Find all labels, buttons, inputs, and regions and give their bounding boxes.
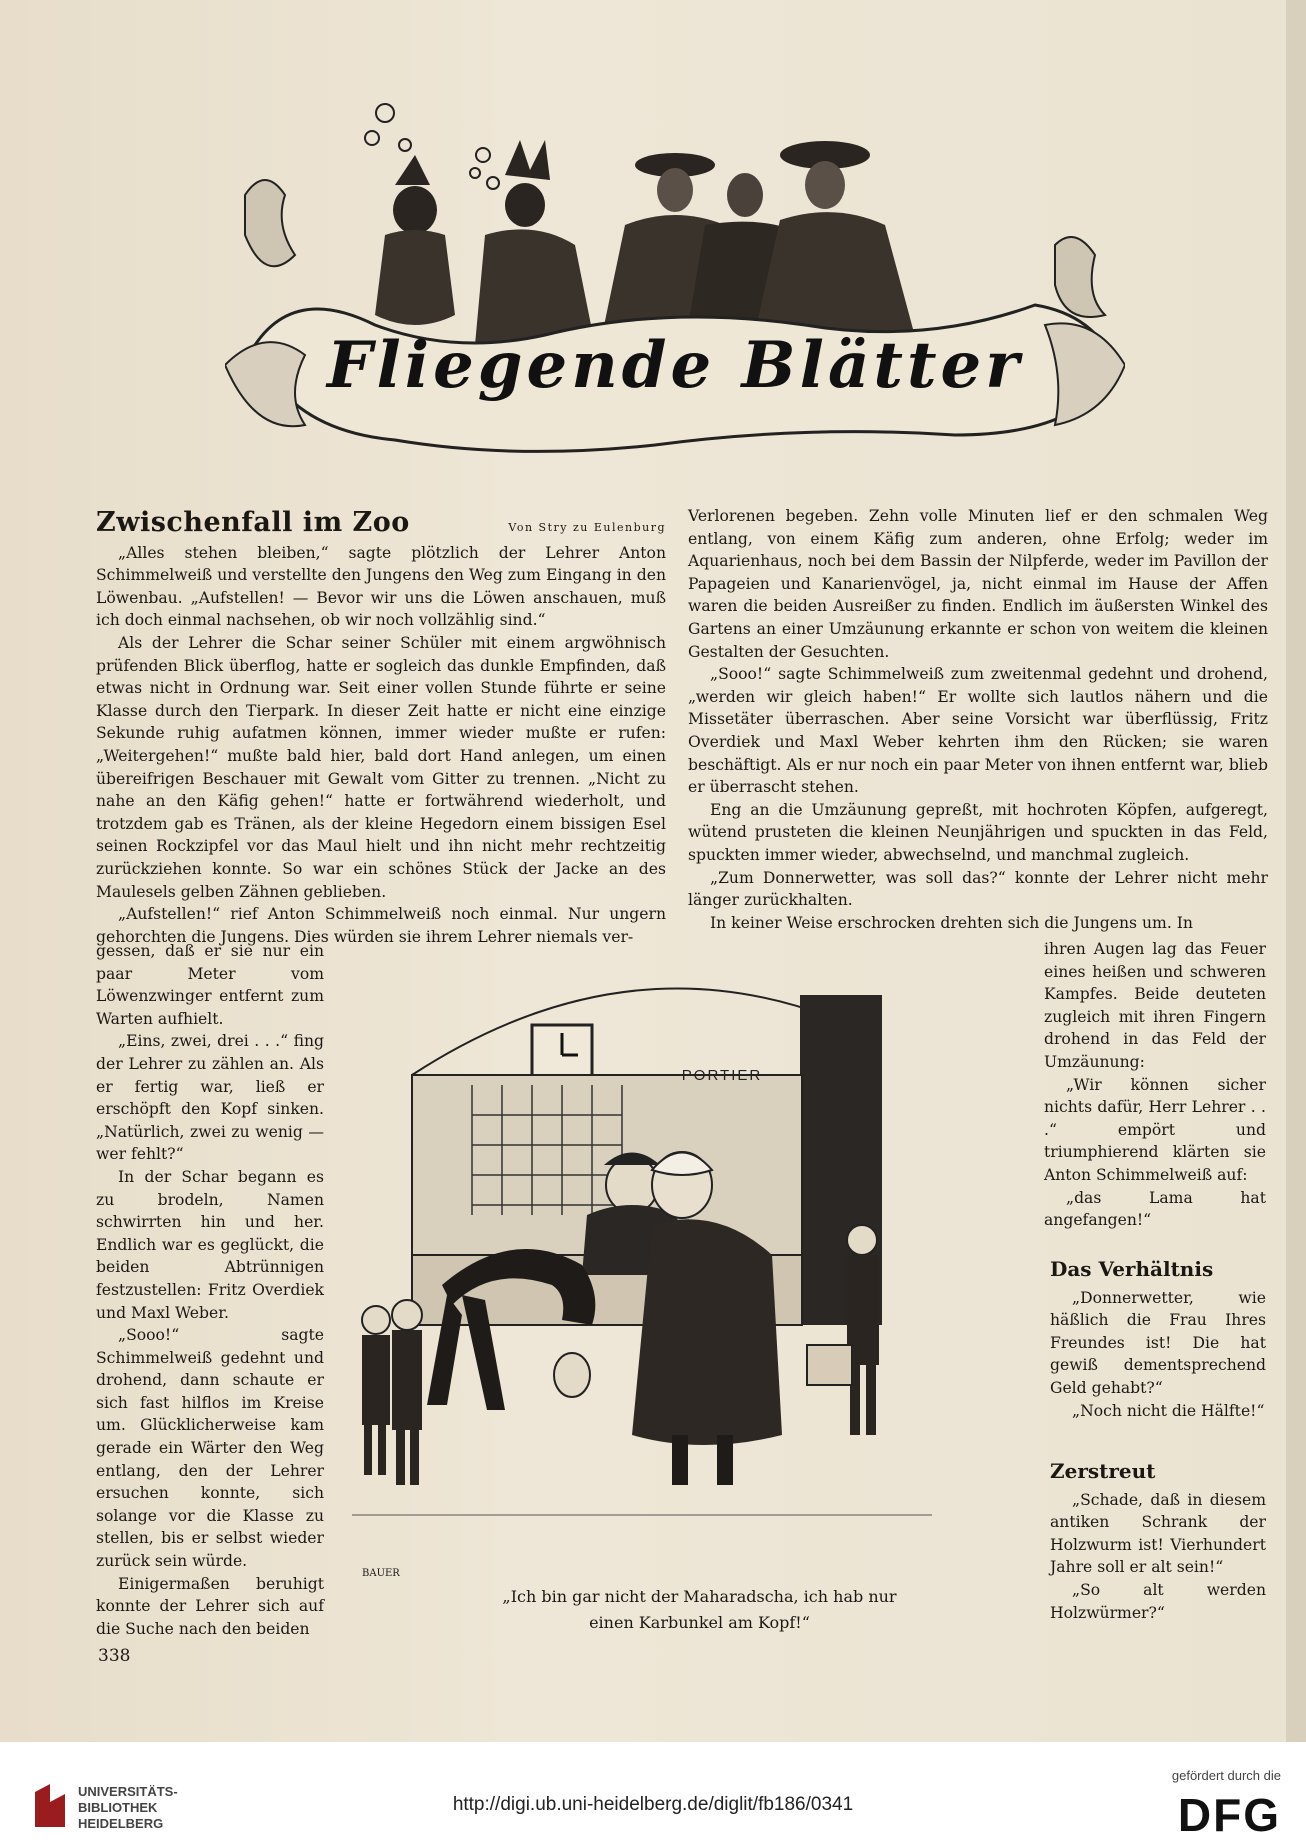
paragraph: „Zum Donnerwetter, was soll das?“ konnte der Lehrer nicht mehr länger zurückhalten.: [688, 868, 1268, 910]
page-number: 338: [98, 1646, 131, 1666]
paragraph: Einigermaßen beruhigt konnte der Lehrer sich auf die Suche nach den beiden: [96, 1574, 324, 1638]
paragraph: „Wir können sicher nichts dafür, Herr Lehrer . . .“ empört und triumphierend klärten sie Anton Schimmelweiß auf:: [1044, 1075, 1266, 1184]
paragraph: „Donnerwetter, wie häßlich die Frau Ihres Freundes ist! Die hat gewiß dementsprechend Geld gehabt?“: [1050, 1288, 1266, 1397]
paragraph: „Sooo!“ sagte Schimmelweiß zum zweitenmal gedehnt und drohend, „werden wir gleich haben!“ Er wollte sich lautlos nähern und die Missetäter überraschen. Aber seine Vorsicht war überflüssig, Fritz Overdiek und Maxl Weber kehrten ihm den Rücken; sie waren beschäftigt. Als er nur noch ein paar Meter von ihnen entfernt war, blieb er überrascht stehen.: [688, 665, 1268, 797]
caption-line: „Ich bin gar nicht der Maharadscha, ich hab nur: [502, 1587, 897, 1606]
paragraph: Als der Lehrer die Schar seiner Schüler mit einem argwöhnisch prüfenden Blick überflog, hatte er sogleich das dunkle Empfinden, daß etwas nicht in Ordnung war. Seit einer vollen Stunde führte er seine Klasse durch den Tierpark. In dieser Zeit hatte er nicht eine einzige Sekunde ruhig aufatmen können, immer wieder mußte er rufen: „Weitergehen!“ mußte bald hier, bald dort Hand anlegen, um einen übereifrigen Beschauer mit Gewalt vom Gitter zu trennen. „Nicht zu nahe an den Käfig gehen!“ hatte er fortwährend wiederholt, und trotzdem gab es Tränen, als der kleine Hegedorn einem bissigen Esel seinen Rockzipfel vor das Maul hielt und ihn nicht mehr rechtzeitig zurückziehen konnte. So war ein schönes Stück der Jacke an des Maulesels gelben Zähnen geblieben.: [96, 633, 666, 901]
cartoon-caption: [462, 1584, 937, 1636]
article-column-1-narrow: [96, 940, 324, 1640]
masthead-title: Fliegende Blätter: [327, 328, 1023, 403]
viewer-footer: [0, 1742, 1306, 1846]
article-title: Zwischenfall im Zoo: [96, 507, 410, 538]
masthead-illustration: [225, 95, 1125, 455]
paragraph: „Schade, daß in diesem antiken Schrank der Holzwurm ist! Vierhundert Jahre soll er alt sein!“: [1050, 1490, 1266, 1577]
paragraph: Eng an die Umzäunung gepreßt, mit hochroten Köpfen, aufgeregt, wütend prusteten die kleinen Neunjährigen und spuckten in das Feld, spuckten immer wieder, abwechselnd, und manchmal zugleich.: [688, 800, 1268, 864]
paragraph: Verlorenen begeben. Zehn volle Minuten lief er den schmalen Weg entlang, von einem Käfig zum anderen, ohne Erfolg; weder im Aquarienhaus, noch bei dem Bassin der Nilpferde, weder im Pavillon der Papageien und Kanarienvögel, ja, nicht einmal im Hause der Affen waren die beiden Ausreißer zu finden. Endlich im äußersten Winkel des Gartens an einer Umzäunung erkannte er schon von weitem die kleinen Gestalten der Gesuchten.: [688, 507, 1268, 661]
artist-signature: BAUER: [362, 1568, 400, 1579]
cartoon-illustration: [352, 955, 932, 1575]
paragraph: In der Schar begann es zu brodeln, Namen schwirrten hin und her. Endlich war es geglückt, die beiden Abtrünnigen festzustellen: Fritz Overdiek und Maxl Weber.: [96, 1167, 324, 1322]
library-name: UNIVERSITÄTS- BIBLIOTHEK HEIDELBERG: [78, 1784, 178, 1831]
caption-line: einen Karbunkel am Kopf!“: [589, 1613, 810, 1632]
joke-das-verhaeltnis: [1050, 1258, 1266, 1422]
joke-title: Zerstreut: [1050, 1459, 1156, 1483]
permalink-url[interactable]: http://digi.ub.uni-heidelberg.de/diglit/fb186/0341: [452, 1794, 854, 1815]
paragraph: „Sooo!“ sagte Schimmelweiß gedehnt und drohend, dann schaute er sich fast hilflos im Kreise um. Glücklicherweise kam gerade ein Wärter den Weg entlang, den der Lehrer ersuchen konnte, sich solange vor die Klasse zu stellen, bis er selbst wieder zurück sein würde.: [96, 1326, 324, 1571]
article-column-1: [96, 507, 666, 948]
dfg-logo: DFG: [1177, 1789, 1281, 1841]
portier-sign: PORTIER: [681, 1067, 763, 1084]
joke-zerstreut: [1050, 1460, 1266, 1624]
article-column-2-narrow: [1044, 938, 1266, 1232]
joke-title: Das Verhältnis: [1050, 1257, 1214, 1281]
paragraph: gessen, daß er sie nur ein paar Meter vom Löwenzwinger entfernt zum Warten aufhielt.: [96, 942, 324, 1028]
article-byline: Von Stry zu Eulenburg: [508, 521, 666, 534]
article-column-2: [688, 505, 1268, 934]
funded-by-label: gefördert durch die: [1171, 1768, 1281, 1783]
paragraph: „das Lama hat angefangen!“: [1044, 1188, 1266, 1230]
paragraph: „Eins, zwei, drei . . .“ fing der Lehrer zu zählen an. Als er fertig war, ließ er erschöpft den Kopf sinken. „Natürlich, zwei zu wenig — wer fehlt?“: [96, 1032, 324, 1164]
paragraph: „Noch nicht die Hälfte!“: [1072, 1401, 1265, 1420]
paragraph: „Aufstellen!“ rief Anton Schimmelweiß noch einmal. Nur ungern gehorchten die Jungens. Dies würden sie ihrem Lehrer niemals ver-: [96, 905, 666, 946]
paragraph: ihren Augen lag das Feuer eines heißen und schweren Kampfes. Beide deuteten zugleich mit ihren Fingern drohend in das Feld der Umzäunung:: [1044, 940, 1266, 1071]
page-edge: [1286, 0, 1306, 1742]
paragraph: In keiner Weise erschrocken drehten sich die Jungens um. In: [710, 913, 1193, 932]
paragraph: „Alles stehen bleiben,“ sagte plötzlich der Lehrer Anton Schimmelweiß und verstellte den Jungens den Weg zum Eingang in den Löwenbau. „Aufstellen! — Bevor wir uns die Löwen anschauen, muß ich doch einmal nachsehen, ob wir noch vollzählig sind.“: [96, 543, 666, 630]
paragraph: „So alt werden Holzwürmer?“: [1050, 1580, 1266, 1622]
